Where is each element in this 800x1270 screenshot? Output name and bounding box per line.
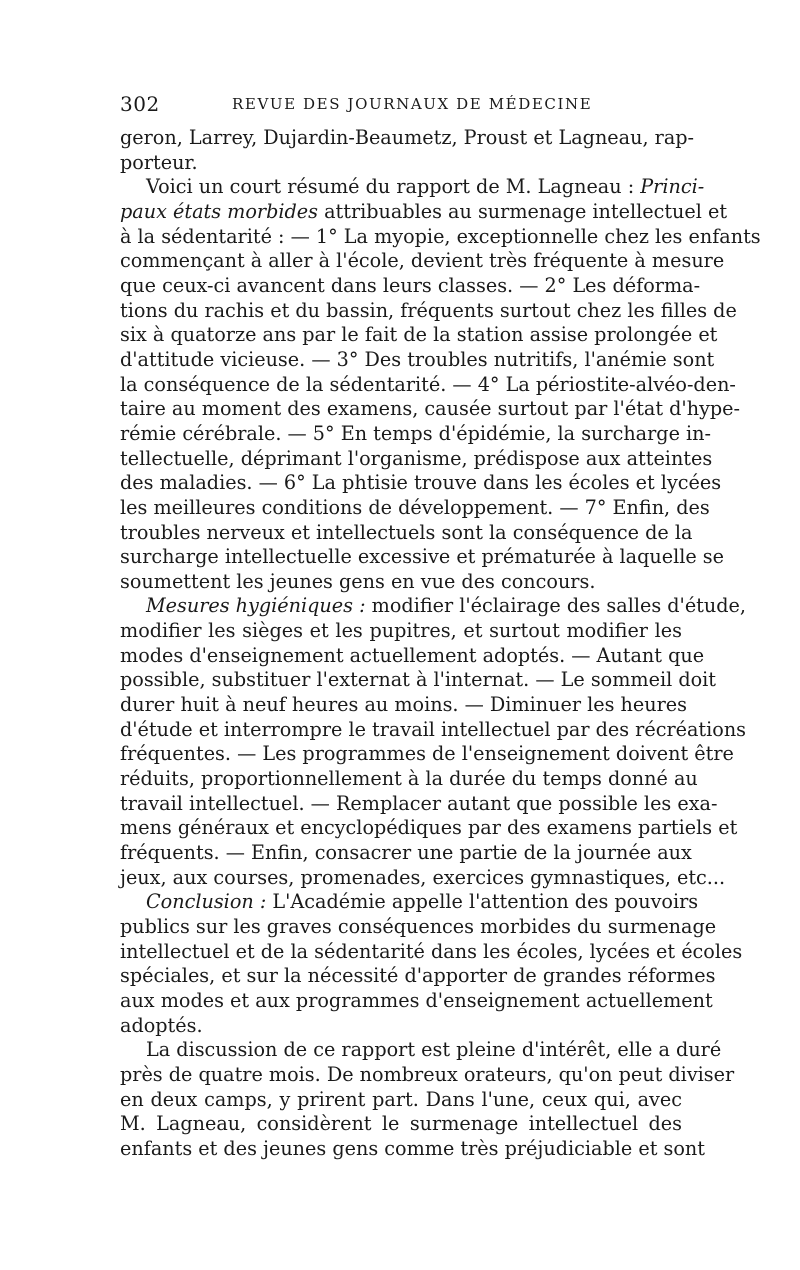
text-line: rémie cérébrale. — 5° En temps d'épidémie, la surcharge in-: [120, 421, 711, 445]
text-line: les meilleures conditions de développement. — 7° Enfin, des: [120, 495, 710, 519]
text-line: des maladies. — 6° La phtisie trouve dans les écoles et lycées: [120, 471, 722, 495]
text-line: porteur.: [120, 150, 198, 174]
text-line: M. Lagneau, considèrent le surmenage intellectuel des: [120, 1112, 682, 1136]
text-line: six à quatorze ans par le fait de la station assise prolongée et: [120, 323, 718, 347]
text-line: La discussion de ce rapport est pleine d'intérêt, elle a duré: [146, 1038, 722, 1062]
text-line: [120, 594, 746, 619]
italic-fragment: Conclusion :: [146, 890, 267, 914]
italic-fragment: Princi-: [640, 175, 705, 199]
text-line: à la sédentarité : — 1° La myopie, exceptionnelle chez les enfants: [120, 224, 761, 248]
text-line: durer huit à neuf heures au moins. — Diminuer les heures: [120, 693, 687, 717]
text-line: fréquents. — Enfin, consacrer une partie de la journée aux: [120, 841, 692, 865]
body-text: [120, 126, 761, 1162]
text-line: troubles nerveux et intellectuels sont la conséquence de la: [120, 520, 693, 544]
text-line: aux modes et aux programmes d'enseignement actuellement: [120, 988, 713, 1012]
text-line: d'attitude vicieuse. — 3° Des troubles nutritifs, l'anémie sont: [120, 347, 715, 371]
running-title: REVUE DES JOURNAUX DE MÉDECINE: [232, 95, 593, 113]
text-line: taire au moment des examens, causée surtout par l'état d'hype-: [120, 397, 741, 421]
text-line: possible, substituer l'externat à l'internat. — Le sommeil doit: [120, 668, 717, 692]
text-line: la conséquence de la sédentarité. — 4° La périostite-alvéo-den-: [120, 372, 736, 396]
italic-fragment: paux états morbides: [120, 199, 318, 223]
italic-fragment: Mesures hygiéniques :: [146, 594, 366, 618]
text-line: [120, 175, 705, 200]
page-header: [120, 92, 680, 122]
text-line: fréquentes. — Les programmes de l'enseignement doivent être: [120, 742, 734, 766]
text-fragment: Voici un court résumé du rapport de M. Lagneau :: [146, 175, 641, 199]
text-line: spéciales, et sur la nécessité d'apporter de grandes réformes: [120, 964, 716, 988]
text-line: commençant à aller à l'école, devient très fréquente à mesure: [120, 249, 725, 273]
text-line: modes d'enseignement actuellement adoptés. — Autant que: [120, 643, 705, 667]
text-line: réduits, proportionnellement à la durée du temps donné au: [120, 767, 698, 791]
text-line: [120, 199, 728, 225]
text-line: [120, 890, 699, 915]
text-line: tions du rachis et du bassin, fréquents surtout chez les filles de: [120, 298, 737, 322]
text-line: surcharge intellectuelle excessive et prématurée à laquelle se: [120, 545, 725, 569]
text-line: près de quatre mois. De nombreux orateurs, qu'on peut diviser: [120, 1062, 735, 1086]
text-line: travail intellectuel. — Remplacer autant que possible les exa-: [120, 791, 718, 815]
text-line: en deux camps, y prirent part. Dans l'une, ceux qui, avec: [120, 1087, 682, 1111]
text-line: tellectuelle, déprimant l'organisme, prédispose aux atteintes: [120, 446, 713, 470]
text-line: publics sur les graves conséquences morbides du surmenage: [120, 915, 717, 938]
text-line: soumettent les jeunes gens en vue des concours.: [120, 569, 596, 593]
page-number: 302: [120, 92, 160, 116]
text-fragment: attribuables au surmenage intellectuel et: [317, 199, 728, 223]
text-line: intellectuel et de la sédentarité dans les écoles, lycées et écoles: [120, 939, 743, 963]
text-line: enfants et des jeunes gens comme très préjudiciable et sont: [120, 1136, 705, 1160]
text-line: d'étude et interrompre le travail intellectuel par des récréations: [120, 717, 747, 741]
text-line: adoptés.: [120, 1013, 203, 1037]
text-line: mens généraux et encyclopédiques par des examens partiels et: [120, 816, 738, 840]
text-line: geron, Larrey, Dujardin-Beaumetz, Proust et Lagneau, rap-: [120, 126, 695, 149]
text-line: jeux, aux courses, promenades, exercices gymnastiques, etc...: [120, 865, 726, 889]
text-line: que ceux-ci avancent dans leurs classes. — 2° Les déforma-: [120, 273, 701, 297]
text-line: modifier les sièges et les pupitres, et surtout modifier les: [120, 619, 682, 643]
text-fragment: L'Académie appelle l'attention des pouvoirs: [266, 890, 699, 914]
text-fragment: modifier l'éclairage des salles d'étude,: [365, 594, 746, 618]
